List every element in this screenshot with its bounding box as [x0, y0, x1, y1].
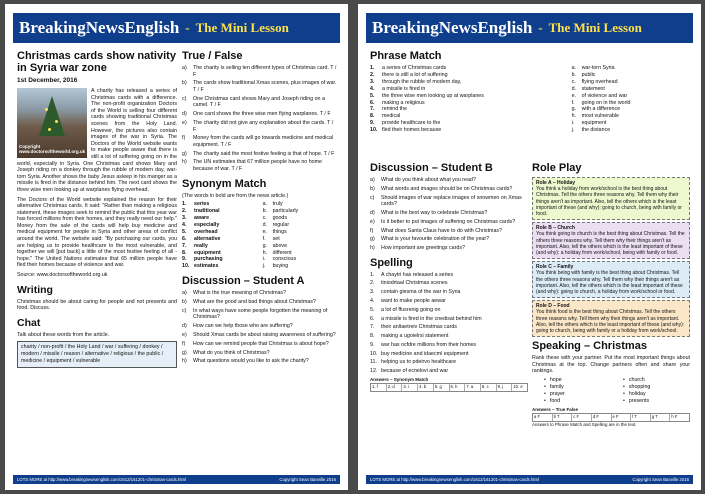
discussion-item: e) Should Xmas cards be about raising awareness of suffering? — [182, 332, 336, 338]
synonym-row: 8. equipment h. different — [182, 249, 292, 256]
footer-copyright: Copyright Sean Banville 2016 — [632, 477, 689, 482]
speaking-heading: Speaking – Christmas — [532, 340, 647, 353]
speaking-item: • prayer — [544, 391, 565, 398]
writing-heading: Writing — [17, 283, 53, 296]
banner — [13, 13, 340, 43]
synonym-row: 9. purchasing i. conscious — [182, 256, 297, 263]
synonym-table — [182, 201, 337, 270]
speaking-list — [532, 377, 690, 405]
speaking-item: • holiday — [623, 391, 646, 398]
brand-title: BreakingNewsEnglish — [19, 18, 180, 37]
speaking-item: • church — [623, 377, 645, 384]
truefalse-item: a) The charity is selling ten different types of Christmas card. T / F — [182, 65, 337, 78]
spelling-item: 3. contain giesma of the war in Syria — [370, 289, 461, 296]
truefalse-item: b) The cards show traditional Xmas scenes, plus images of war. T / F — [182, 80, 337, 93]
article-source — [17, 272, 177, 279]
phrase-row: 4. a missile is fired in d. statement — [370, 85, 605, 92]
discussion-item: g) What do you think of Christmas? — [182, 349, 270, 356]
light-dot — [55, 120, 58, 123]
synonym-row: 10. estimates j. buying — [182, 263, 289, 270]
article-date: 1st December, 2016 — [17, 77, 78, 84]
chat-words-box: charity / non-profit / the Holy Land / war / suffering / donkey / modern / missile / reason / alternative / religious / the public / medicine / equipment / vulnerable — [17, 341, 177, 367]
spelling-item: 9. war has ocfdre millions from their homes — [370, 341, 477, 348]
discussion-item: h) How important are greetings cards? — [370, 245, 465, 252]
article-body — [17, 88, 177, 269]
synonym-row: 3. aware c. goods — [182, 215, 288, 222]
footer-link[interactable]: LOTS MORE at http://www.breakingnewsenglish.com/1612/161201-christmas-cards.html — [17, 477, 187, 482]
spelling-item: 8. making a ugoielrsi statement — [370, 333, 449, 340]
role-card-b: Role B – Church You think going to church is the best thing about Christmas. Tell the others three reasons why. Tell them why their things aren't as important. Also, tell the others which is the least important of these (and why): a holiday from work/school, being with family or food. — [532, 222, 690, 259]
discussion-item: g) What is your favourite celebration of the year? — [370, 236, 490, 243]
role-card-c: Role C – Family You think being with family is the best thing about Christmas. Tell the others three reasons why. Tell them why their things aren't as important. Also, tell the others which is the least important of these (and why): going to church, a holiday from work/school or food. — [532, 261, 690, 298]
chat-heading: Chat — [17, 316, 41, 329]
tree-shape — [39, 96, 65, 136]
phrase-row: 5. the three wise men looking up at warplanes e. of violence and war — [370, 92, 628, 99]
footer-link[interactable]: LOTS MORE at http://www.breakingnewsenglish.com/1612/161201-christmas-cards.html — [370, 477, 540, 482]
discussion-item: h) What questions would you like to ask the charity? — [182, 358, 309, 365]
truefalse-list — [182, 65, 337, 173]
synonym-row: 1. series a. truly — [182, 201, 283, 208]
discussion-item: d) How can we help those who are suffering? — [182, 323, 293, 330]
synonym-row: 6. alternative f. set — [182, 235, 280, 242]
synonym-note: (The words in bold are from the news article.) — [182, 192, 289, 199]
speaking-intro: Rank these with your partner. Put the most important things about Christmas at the top. Change partners often and share your rankings. — [532, 355, 690, 375]
truefalse-item: g) The charity said the most festive feeling is that of hope. T / F — [182, 150, 335, 157]
truefalse-answers-grid: a F b T c F d F e F f T g T h F — [532, 413, 690, 422]
truefalse-heading: True / False — [182, 50, 243, 62]
spelling-item: 7. their anltaetreiv Christmas cards — [370, 324, 457, 331]
banner-separator: - — [185, 20, 190, 35]
right-column-p2 — [532, 160, 690, 475]
phrase-row: 10. fled their homes because j. the distance — [370, 127, 611, 134]
truefalse-item: f) Money from the cards will go towards medicine and medical equipment. T / F — [182, 135, 334, 148]
phrase-heading: Phrase Match — [370, 50, 442, 62]
discussion-item: c) Should images of war replace images of snowmen on Xmas cards? — [370, 194, 522, 208]
phrase-table — [370, 65, 690, 134]
right-column — [182, 48, 337, 468]
phrase-row: 8. medical h. most vulnerable — [370, 113, 619, 120]
role-card-a: Role A – Holiday You think a holiday from work/school is the best thing about Christmas. Tell the others three reasons why. Tell them why their things aren't as important. Also, tell the others which is the least important of these (and why): going to church, being with family or food. — [532, 177, 690, 220]
footer — [13, 475, 340, 484]
discussion-a-list — [182, 290, 337, 365]
left-column-p2 — [370, 160, 528, 475]
speaking-item: • family — [544, 384, 564, 391]
speaking-item: • shopping — [623, 384, 651, 391]
article-photo — [17, 88, 87, 158]
source-link[interactable]: www.doctorsoftheworld.org.uk — [36, 272, 108, 279]
light-dot — [48, 128, 51, 131]
banner-subtitle: The Mini Lesson — [195, 20, 289, 35]
synonym-answers-label: Answers – Synonym Match — [370, 377, 429, 383]
synonym-row: 5. overhead e. things — [182, 228, 287, 235]
discussion-item: a) What is the true meaning of Christmas? — [182, 290, 287, 297]
synonym-row: 7. really g. above — [182, 242, 288, 249]
truefalse-item: e) The charity did not give any explanation about the cards. T / F — [182, 119, 334, 133]
discussion-item: a) What do you think about what you read? — [370, 177, 476, 183]
truefalse-answers-label: Answers – True False — [532, 407, 579, 413]
banner-subtitle: The Mini Lesson — [548, 20, 642, 35]
discussion-b-list — [370, 177, 528, 252]
truefalse-item: h) The UN estimates that 67 million people have no home because of war. T / F — [182, 159, 322, 173]
source-label: Source: — [17, 272, 36, 279]
speaking-item: • food — [544, 398, 561, 405]
chat-intro: Talk about these words from the article. — [17, 331, 110, 338]
spelling-item: 11. helping us to pdeirvo healthcare — [370, 359, 457, 366]
answers-note: Answers to Phrase Match and Spelling are in the text. — [532, 422, 637, 428]
discussion-a-heading: Discussion – Student A — [182, 275, 305, 288]
article-title: Christmas cards show nativity in Syria war zone — [17, 50, 176, 74]
discussion-item: d) What is the best way to celebrate Christmas? — [370, 209, 488, 216]
phrase-row: 1. a series of Christmas cards a. war-torn Syria — [370, 65, 615, 71]
truefalse-item: c) One Christmas card shows Mary and Joseph riding on a camel. T / F — [182, 95, 325, 109]
page-right — [358, 4, 701, 490]
article-column — [17, 48, 177, 468]
discussion-item: b) What words and images should be on Christmas cards? — [370, 185, 513, 192]
spelling-item: 10. buy medicine and idaecml equipment — [370, 350, 469, 357]
discussion-b-heading: Discussion – Student B — [370, 162, 493, 174]
role-card-d: Role D – Food You think food is the best thing about Christmas. Tell the others three reasons why. Tell them why their things aren't as important. Also, tell the others which is the least important of these (and why): going to church, being with family or a holiday from work/school. — [532, 300, 690, 337]
synonym-row: 2. traditional b. particularly — [182, 208, 299, 215]
banner-separator: - — [538, 20, 543, 35]
discussion-item: f) What does Santa Claus have to do with Christmas? — [370, 227, 503, 234]
spelling-item: 1. A chaytri has released a series — [370, 271, 454, 278]
spelling-item: 6. a missile is fired in the cnedisat behind him — [370, 315, 482, 322]
phrase-row: 7. remind the g. with a difference — [370, 106, 621, 113]
phrase-row: 6. making a religious f. going on in the world — [370, 99, 631, 106]
article-paragraph: The Doctors of the World website explained the reason for their alternative Christmas cards. It said: "Rather than making a religious statement, these images seek to remind the public that this year war has forced millions from their homes, and they really need our help." Money from the sale of the cards will help buy medicine and medical equipment for people in Syria and other areas of conflict around the world. The website said: "By purchasing our cards, you are helping us to provide healthcare to the most vulnerable, and together we will [put back] a little of the most festive feeling of all - hope." The United Nations estimates that 65 million people have fled their homes because of violence and war. — [17, 196, 177, 269]
spelling-item: 12. because of ecnelovi and war — [370, 368, 449, 375]
discussion-item: b) What are the good and bad things about Christmas? — [182, 299, 316, 306]
phrase-row: 9. provide healthcare to the i. equipment — [370, 120, 607, 127]
phrase-row: 3. through the rubble of modern day, c. flying overhead — [370, 78, 618, 85]
brand-title: BreakingNewsEnglish — [372, 18, 533, 37]
footer — [366, 475, 693, 484]
discussion-item: e) Is it better to put images of suffering on Christmas cards? — [370, 218, 516, 225]
spelling-item: 2. tiniodrtaal Christmas scenes — [370, 280, 448, 287]
discussion-item: f) How can we remind people that Christmas is about hope? — [182, 340, 329, 347]
writing-text: Christmas should be about caring for people and not presents and food. Discuss. — [17, 298, 177, 312]
phrase-match-section — [370, 48, 690, 156]
phrase-row: 2. there is still a lot of suffering b. public — [370, 71, 596, 78]
speaking-item: • presents — [623, 398, 650, 405]
page-left — [5, 4, 348, 490]
truefalse-item: d) One card shows the three wise men flying warplanes. T / F — [182, 111, 331, 118]
article-paragraph: A charity has released a series of Christmas cards with a difference. The non-profit organization Doctors of the World is selling four different cards showing traditional Christmas scenes from the Holy Land. However, the pictures also contain images of the war in Syria. The Doctors of the World website wants to make people aware that there is still a lot of suffering going on in the world, especially in Syria. One Christmas card shows Mary and Joseph riding on a donkey through the rubble of modern day, war-torn Syria. Another shows the baby Jesus asleep in his manger as a missile is fired in the distance behind him. The next card shows the three wise men looking up at warplanes flying overhead. — [17, 88, 177, 193]
roleplay-heading: Role Play — [532, 162, 582, 174]
spelling-heading: Spelling — [370, 256, 413, 269]
synonym-row: 4. especially d. regular — [182, 221, 290, 228]
spelling-item: 5. a lot of ffusrenig going on — [370, 306, 441, 313]
footer-copyright: Copyright Sean Banville 2016 — [279, 477, 336, 482]
spelling-list — [370, 272, 528, 375]
discussion-item: c) In what ways have some people forgotten the meaning of Christmas? — [182, 307, 328, 321]
banner — [366, 13, 693, 43]
synonym-answers-grid: 1. f 2. d 3. i 4. b 5. g 6. h 7. a 8. c 9. j 10. e — [370, 383, 528, 392]
photo-caption: Copyright www.doctorsoftheworld.org.uk — [19, 144, 86, 154]
light-dot — [45, 108, 48, 111]
synonym-heading: Synonym Match — [182, 177, 267, 190]
spelling-item: 4. want to make people aewar — [370, 298, 446, 304]
speaking-item: • hope — [544, 377, 562, 384]
